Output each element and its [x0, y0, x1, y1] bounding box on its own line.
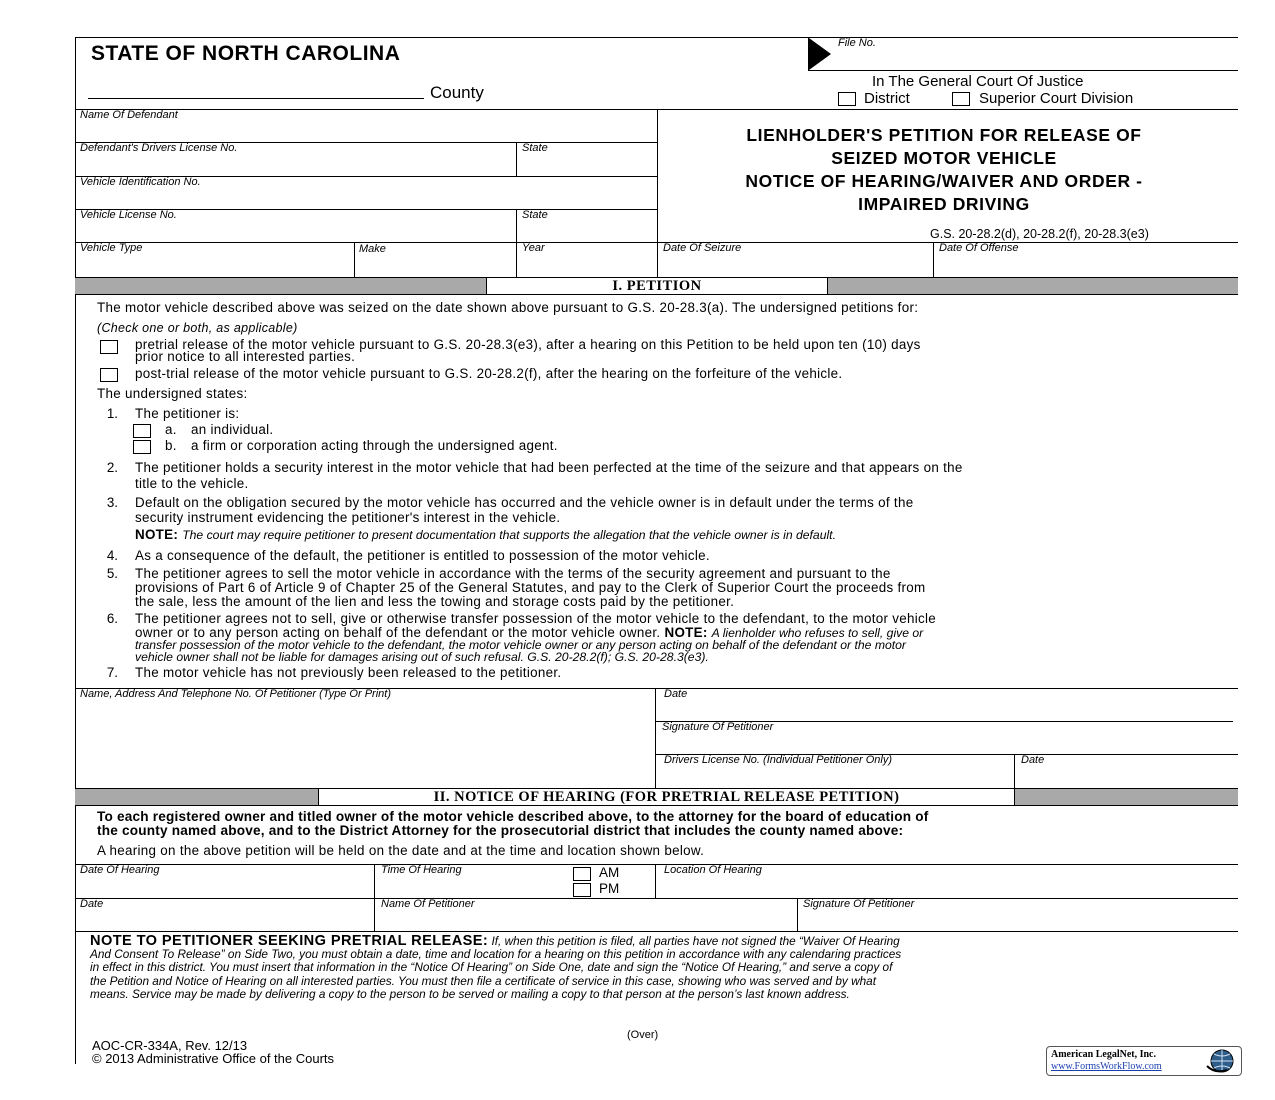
item-1b: a firm or corporation acting through the undersigned agent.: [191, 438, 558, 453]
states-intro: The undersigned states:: [97, 386, 248, 401]
county-line[interactable]: [88, 98, 424, 99]
col-line: [516, 142, 517, 176]
district-label: District: [864, 90, 910, 107]
section-title-notice: II. NOTICE OF HEARING (FOR PRETRIAL RELEASE PETITION): [318, 789, 1015, 805]
superior-checkbox[interactable]: [952, 92, 970, 106]
top-border: [75, 37, 1238, 38]
dl-individual-field[interactable]: Drivers License No. (Individual Petitioner Only): [664, 754, 893, 766]
item-number: 5.: [106, 566, 118, 581]
col-line: [374, 864, 375, 898]
col-line: [1014, 754, 1015, 789]
item-5-l2: provisions of Part 6 of Article 9 of Chapter 25 of the General Statutes, and pay to the Clerk of Superior Court the proceeds from: [135, 580, 926, 595]
arrow-icon: [809, 38, 831, 70]
item-2-l2: title to the vehicle.: [135, 476, 249, 491]
over-label: (Over): [627, 1029, 659, 1041]
note-label: NOTE:: [135, 527, 179, 542]
pm-checkbox[interactable]: [573, 883, 591, 897]
am-checkbox[interactable]: [573, 867, 591, 881]
posttrial-option: post-trial release of the motor vehicle pursuant to G.S. 20-28.2(f), after the hearing on the forfeiture of the vehicle.: [135, 366, 843, 381]
col-line: [374, 898, 375, 932]
item-6-l1: The petitioner agrees not to sell, give or otherwise transfer possession of the motor vehicle to the defendant, to the motor vehicle: [135, 611, 937, 626]
file-no-bottom: [808, 70, 1238, 71]
row-line: [75, 931, 1238, 932]
district-checkbox[interactable]: [838, 92, 856, 106]
note-line: the Petition and Notice of Hearing on all interested parties. You must then file a certificate of service in this case, showing who was served and by what: [90, 973, 877, 988]
item-6-l2a: owner or to any person acting on behalf of the defendant or the motor vehicle owner.: [135, 625, 661, 640]
year-field[interactable]: Year: [522, 242, 545, 254]
col-line: [797, 898, 798, 932]
title-line-3: NOTICE OF HEARING/WAIVER AND ORDER -: [745, 171, 1143, 191]
name-of-petitioner-field[interactable]: Name Of Petitioner: [381, 898, 475, 910]
item-3-note: [135, 527, 836, 542]
drivers-license-field[interactable]: Defendant's Drivers License No.: [80, 142, 238, 154]
note-text: The court may require petitioner to present documentation that supports the allegation that the vehicle owner is in default.: [182, 528, 836, 542]
row-line: [75, 242, 1238, 243]
vehicle-license-field[interactable]: Vehicle License No.: [80, 209, 177, 221]
name-of-defendant-field[interactable]: Name Of Defendant: [80, 109, 178, 121]
item-4: As a consequence of the default, the petitioner is entitled to possession of the motor vehicle.: [135, 548, 710, 563]
pretrial-checkbox[interactable]: [100, 340, 118, 354]
notice-address-l2: the county named above, and to the District Attorney for the prosecutorial district that includes the county named above:: [97, 823, 904, 838]
row-line: [75, 898, 1238, 899]
item-number: 7.: [106, 665, 118, 680]
vendor-url[interactable]: www.FormsWorkFlow.com: [1051, 1061, 1162, 1072]
pretrial-option-line2: prior notice to all interested parties.: [135, 349, 356, 364]
time-of-hearing-field[interactable]: Time Of Hearing: [381, 864, 462, 876]
form-number: AOC-CR-334A, Rev. 12/13: [92, 1038, 248, 1053]
item-5-l3: the sale, less the amount of the lien and less the towing and storage costs paid by the petitioner.: [135, 594, 735, 609]
item-3-l1: Default on the obligation secured by the motor vehicle has occurred and the vehicle owner is in default under the terms of the: [135, 495, 914, 510]
notice-address-l1: To each registered owner and titled owner of the motor vehicle described above, to the attorney for the board of education of: [97, 809, 929, 824]
vendor-logo: [1046, 1046, 1242, 1076]
title-line-4: IMPAIRED DRIVING: [858, 194, 1030, 214]
item-1: The petitioner is:: [135, 406, 240, 421]
section-title-petition: I. PETITION: [486, 278, 828, 294]
item-number: 6.: [106, 611, 118, 626]
notice-signature-field[interactable]: Signature Of Petitioner: [803, 898, 915, 910]
state-field-2[interactable]: State: [522, 209, 548, 221]
posttrial-checkbox[interactable]: [100, 368, 118, 382]
note-text: A lienholder who refuses to sell, give or: [711, 626, 924, 640]
note-label: NOTE TO PETITIONER SEEKING PRETRIAL RELEASE:: [90, 933, 489, 949]
note-line: If, when this petition is filed, all parties have not signed the “Waiver Of Hearing: [491, 934, 900, 948]
firm-checkbox[interactable]: [133, 440, 151, 454]
date-of-hearing-field[interactable]: Date Of Hearing: [80, 864, 160, 876]
item-3-l2: security instrument evidencing the petitioner's interest in the vehicle.: [135, 510, 561, 525]
date-field-2[interactable]: Date: [1021, 754, 1045, 766]
vendor-name: American LegalNet, Inc.: [1051, 1049, 1156, 1060]
copyright: © 2013 Administrative Office of the Courts: [92, 1051, 335, 1066]
superior-label: Superior Court Division: [979, 90, 1134, 107]
statute-ref: G.S. 20-28.2(d), 20-28.2(f), 20-28.3(e3): [930, 227, 1149, 241]
form-title: [659, 124, 1229, 216]
item-number: 1.: [106, 406, 118, 421]
check-instruction: (Check one or both, as applicable): [97, 321, 298, 335]
pretrial-option-line1: pretrial release of the motor vehicle pursuant to G.S. 20-28.3(e3), after a hearing on this Petition to be held upon ten (10) days: [135, 337, 921, 352]
item-letter: a.: [165, 422, 177, 437]
file-no-label: File No.: [838, 37, 876, 49]
name-address-field[interactable]: Name, Address And Telephone No. Of Petitioner (Type Or Print): [80, 688, 391, 700]
notice-date-field[interactable]: Date: [80, 898, 104, 910]
item-1a: an individual.: [191, 422, 274, 437]
item-letter: b.: [165, 438, 177, 453]
am-label: AM: [599, 865, 620, 880]
date-field-1[interactable]: Date: [664, 688, 688, 700]
state-field-1[interactable]: State: [522, 142, 548, 154]
date-of-offense-field[interactable]: Date Of Offense: [939, 242, 1019, 254]
col-line: [655, 688, 656, 789]
note-to-petitioner: [90, 935, 1240, 1001]
note-line: means. Service may be made by delivering a copy to the person to be served or mailing a copy to that person at the person’s last known address.: [90, 986, 850, 1001]
col-line: [655, 864, 656, 898]
note-line: And Consent To Release” on Side Two, you must obtain a date, time and location for a hearing on this petition in accordance with any calendaring practices: [90, 947, 902, 962]
make-field[interactable]: Make: [359, 243, 386, 255]
item-7: The motor vehicle has not previously been released to the petitioner.: [135, 665, 562, 680]
row-line: [75, 864, 1238, 865]
court-line: In The General Court Of Justice: [872, 73, 1084, 90]
title-line-2: SEIZED MOTOR VEHICLE: [831, 148, 1057, 168]
note-line: in effect in this district. You must insert that information in the “Notice Of Hearing” on Side One, date and sign the “Notice Of Hearing,” and serve a copy of: [90, 960, 893, 975]
col-line: [354, 242, 355, 277]
col-line: [933, 242, 934, 277]
left-border: [75, 37, 76, 1064]
globe-icon: [1205, 1048, 1237, 1074]
item-6-l3: transfer possession of the motor vehicle to the defendant, the motor vehicle owner or any person acting on behalf of the defendant or the motor: [135, 638, 906, 652]
item-5-l1: The petitioner agrees to sell the motor vehicle in accordance with the terms of the security agreement and pursuant to the: [135, 566, 891, 581]
item-number: 2.: [106, 460, 118, 475]
location-of-hearing-field[interactable]: Location Of Hearing: [664, 864, 762, 876]
vehicle-type-field[interactable]: Vehicle Type: [80, 242, 143, 254]
individual-checkbox[interactable]: [133, 424, 151, 438]
date-of-seizure-field[interactable]: Date Of Seizure: [663, 242, 742, 254]
fields-divider: [657, 109, 658, 277]
note-label: NOTE:: [664, 625, 708, 640]
item-6-l4: vehicle owner shall not be liable for damages arising out of such refusal. G.S. 20-28.2(f); G.S. 20-28.3(e3).: [135, 650, 709, 664]
item-number: 4.: [106, 548, 118, 563]
col-line: [516, 209, 517, 277]
item-2-l1: The petitioner holds a security interest in the motor vehicle that had been perfected at the time of the seizure and that appears on the: [135, 460, 963, 475]
county-label: County: [430, 83, 484, 102]
pm-label: PM: [599, 881, 620, 896]
vin-field[interactable]: Vehicle Identification No.: [80, 176, 201, 188]
title-line-1: LIENHOLDER'S PETITION FOR RELEASE OF: [746, 125, 1142, 145]
petition-intro: The motor vehicle described above was seized on the date shown above pursuant to G.S. 20-28.3(a). The undersigned petitions for:: [97, 300, 919, 315]
state-title: STATE OF NORTH CAROLINA: [91, 42, 401, 65]
item-number: 3.: [106, 495, 118, 510]
hearing-line: A hearing on the above petition will be held on the date and at the time and location shown below.: [97, 843, 705, 858]
signature-of-petitioner-field[interactable]: Signature Of Petitioner: [662, 721, 774, 733]
